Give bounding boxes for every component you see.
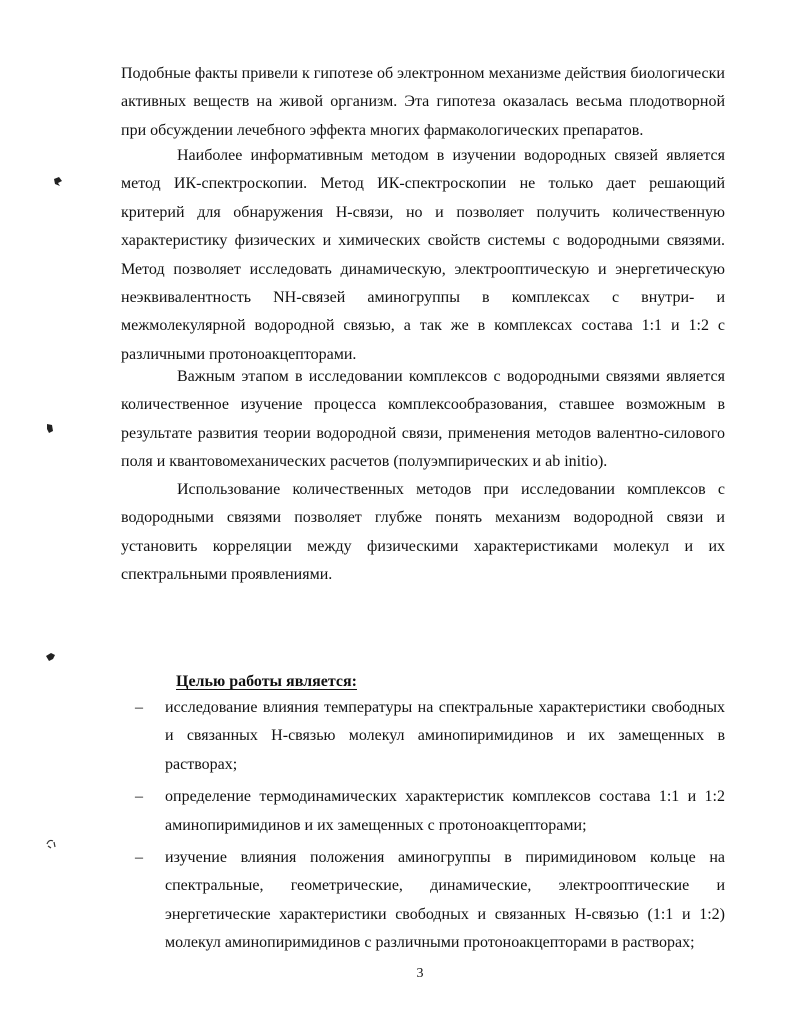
paragraph-intro: Подобные факты привели к гипотезе об электронном механизме действия биологически активных веществ на живой организм. Эта гипотеза оказалась весьма плодотворной при обсуждении лечебного эффекта многих фармакологических препаратов.	[121, 65, 725, 139]
list-dash: –	[135, 849, 143, 867]
goal-text: исследование влияния температуры на спектральные характеристики свободных и связанных Н-связью молекул аминопиримидинов и их замещенных в растворах;	[165, 699, 725, 773]
goals-list	[121, 694, 725, 962]
goal-item	[121, 844, 725, 958]
scan-mark-icon	[44, 422, 56, 434]
page-number: 3	[416, 966, 424, 981]
paragraph-ir-spectroscopy: Наиболее информативным методом в изучении водородных связей является метод ИК-спектроскопии. Метод ИК-спектроскопии не только дает решающий критерий для обнаружения Н-связи, но и позволяет получить количественную характеристику физических и химических свойств системы с водородными связями. Метод позволяет исследовать динамическую, электрооптическую и энергетическую неэквивалентность NH-связей аминогруппы в комплексах с внутри- и межмолекулярной водородной связью, а так же в комплексах состава 1:1 и 1:2 с различными протоноакцепторами.	[121, 147, 725, 363]
scan-mark-icon	[45, 651, 57, 663]
goal-item	[121, 783, 725, 840]
scan-mark-icon	[52, 175, 64, 187]
goal-item	[121, 694, 725, 779]
goal-text: изучение влияния положения аминогруппы в пиримидиновом кольце на спектральные, геометрические, динамические, электрооптические и энергетические характеристики свободных и связанных Н-связью (1:1 и 1:2) молекул аминопиримидинов с различными протоноакцепторами в растворах;	[165, 849, 725, 952]
scan-mark-icon	[45, 838, 57, 850]
list-dash: –	[135, 788, 143, 806]
paragraph-complex-formation: Важным этапом в исследовании комплексов с водородными связями является количественное изучение процесса комплексообразования, ставшее возможным в результате развития теории водородной связи, применения методов валентно-силового поля и квантовомеханических расчетов (полуэмпирических и ab initio).	[121, 368, 725, 471]
goals-heading: Целью работы является:	[176, 673, 357, 690]
goal-text: определение термодинамических характеристик комплексов состава 1:1 и 1:2 аминопиримидинов и их замещенных с протоноакцепторами;	[165, 788, 725, 834]
list-dash: –	[135, 699, 143, 716]
paragraph-quantitative-methods: Использование количественных методов при исследовании комплексов с водородными связями позволяет глубже понять механизм водородной связи и установить корреляции между физическими характеристиками молекул и их спектральными проявлениями.	[121, 481, 725, 584]
